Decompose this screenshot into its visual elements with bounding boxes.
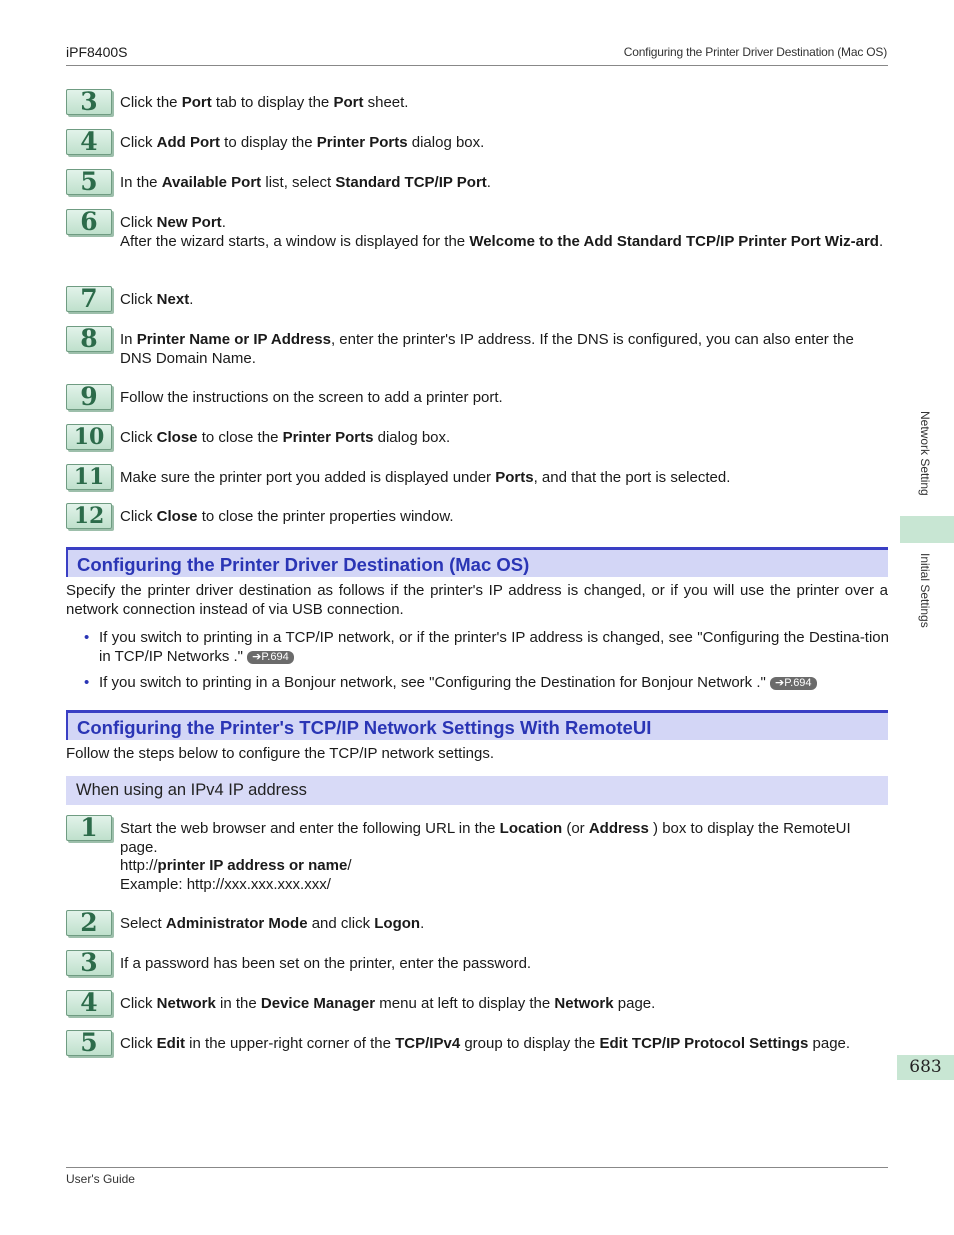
step-text: In the Available Port list, select Standard TCP/IP Port. [120,174,491,191]
subheading-ipv4: When using an IPv4 IP address [66,776,888,805]
step-number-badge: 6 [66,209,112,235]
step-number-badge: 1 [66,815,112,841]
step-a-4 [66,129,888,155]
step-number-badge: 3 [66,89,112,115]
step-number-badge: 2 [66,910,112,936]
step-text: Follow the instructions on the screen to add a printer port. [120,389,503,406]
step-a-8 [66,326,888,370]
step-text: Make sure the printer port you added is displayed under Ports, and that the port is selected. [120,469,731,486]
step-a-5 [66,169,888,195]
step-number-badge: 10 [66,424,112,450]
step-number-badge: 11 [66,464,112,490]
section-heading-remoteui: Configuring the Printer's TCP/IP Network Settings With RemoteUI [66,710,888,740]
step-number-badge: 5 [66,1030,112,1056]
step-b-2 [66,910,888,936]
step-text: In Printer Name or IP Address, enter the printer's IP address. If the DNS is configured, you can also enter the DNS Domain Name. [120,331,854,367]
step-a-10 [66,424,888,450]
bullet-icon: • [84,629,90,646]
step-a-11 [66,464,888,490]
step-text: Click Add Port to display the Printer Ports dialog box. [120,134,485,151]
side-tab-initial-settings[interactable]: Initial Settings [918,553,932,628]
step-a-9 [66,384,888,410]
step-text: Click New Port. After the wizard starts, a window is displayed for the Welcome to the Add Standard TCP/IP Printer Port Wiz-ard. [120,214,884,250]
step-text: Start the web browser and enter the following URL in the Location (or Address ) box to display the RemoteUI page. http://printer IP address or name/ Example: http://xxx.xxx.xxx.xxx/ [120,820,851,893]
step-b-4 [66,990,888,1016]
step-number-badge: 4 [66,129,112,155]
step-text: Click Network in the Device Manager menu at left to display the Network page. [120,995,656,1012]
page-reference-link[interactable]: ➔P.694 [770,677,817,690]
page-reference-link[interactable]: ➔P.694 [247,651,294,664]
side-tab-network-setting[interactable]: Network Setting [918,411,932,496]
page-number: 683 [897,1055,954,1080]
section-heading-mac-destination: Configuring the Printer Driver Destination (Mac OS) [66,547,888,577]
model-name: iPF8400S [66,44,128,60]
step-text: If a password has been set on the printer, enter the password. [120,955,532,972]
step-text: Click the Port tab to display the Port sheet. [120,94,409,111]
step-text: Click Close to close the printer properties window. [120,508,454,525]
step-a-7 [66,286,888,312]
footer-rule [66,1167,888,1168]
section-intro: Follow the steps below to configure the TCP/IP network settings. [66,745,494,762]
step-number-badge: 12 [66,503,112,529]
step-number-badge: 7 [66,286,112,312]
section-intro: Specify the printer driver destination as follows if the printer's IP address is changed, or if you will use the printer over a network connection instead of via USB connection. [66,582,888,618]
step-a-6 [66,209,888,271]
step-number-badge: 5 [66,169,112,195]
step-text: Click Close to close the Printer Ports dialog box. [120,429,451,446]
side-tab-active-marker [900,516,954,543]
step-number-badge: 4 [66,990,112,1016]
step-a-3 [66,89,888,115]
running-header: Configuring the Printer Driver Destination (Mac OS) [623,45,887,59]
step-text: Select Administrator Mode and click Logon. [120,915,425,932]
step-a-12 [66,503,888,529]
footer-guide-name: User's Guide [66,1172,135,1186]
step-number-badge: 8 [66,326,112,352]
step-number-badge: 9 [66,384,112,410]
header-rule [66,65,888,66]
step-b-1 [66,815,888,895]
step-number-badge: 3 [66,950,112,976]
step-text: Click Next. [120,291,194,308]
step-b-3 [66,950,888,976]
bullet-icon: • [84,674,90,691]
step-b-5 [66,1030,888,1056]
step-text: Click Edit in the upper-right corner of the TCP/IPv4 group to display the Edit TCP/IP Protocol Settings page. [120,1035,851,1052]
